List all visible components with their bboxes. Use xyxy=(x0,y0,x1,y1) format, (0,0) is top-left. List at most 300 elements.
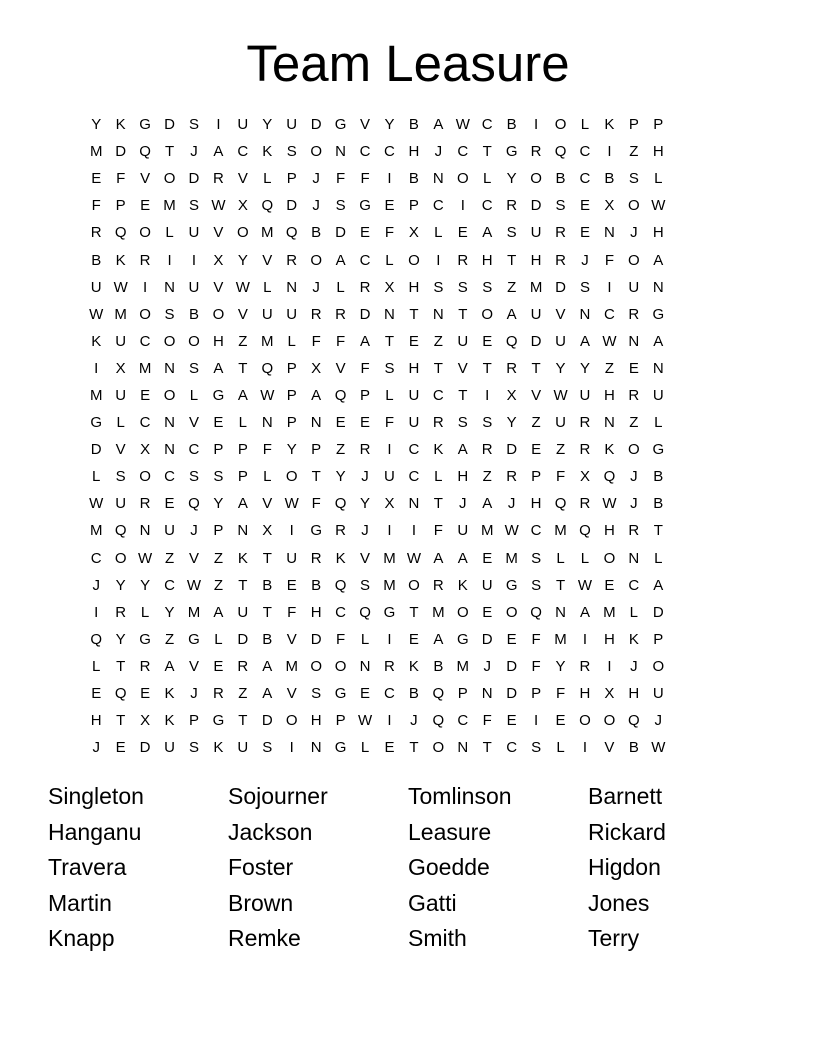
grid-letter: R xyxy=(432,414,444,432)
grid-letter: I xyxy=(411,522,416,540)
grid-letter: E xyxy=(506,712,517,730)
grid-letter: F xyxy=(384,414,395,432)
grid-letter: P xyxy=(237,441,248,459)
grid-letter: I xyxy=(94,603,99,621)
grid-letter: E xyxy=(286,576,297,594)
grid-letter: V xyxy=(531,386,542,404)
grid-letter: J xyxy=(581,251,589,269)
grid-letter: L xyxy=(483,170,492,188)
grid-letter: S xyxy=(579,278,590,296)
grid-letter: T xyxy=(458,386,468,404)
word-list-item: Smith xyxy=(408,925,467,951)
grid-letter: H xyxy=(310,603,322,621)
grid-letter: X xyxy=(115,359,126,377)
grid-letter: U xyxy=(164,739,175,757)
word-list-item: Jackson xyxy=(228,818,313,845)
grid-letter: C xyxy=(90,549,102,567)
grid-letter: U xyxy=(384,468,395,486)
grid-letter: A xyxy=(457,441,468,459)
grid-letter: H xyxy=(652,224,664,242)
grid-letter: Y xyxy=(262,116,273,134)
grid-letter: P xyxy=(360,386,371,404)
grid-letter: W xyxy=(211,197,226,215)
grid-letter: R xyxy=(359,278,371,296)
grid-letter: F xyxy=(116,170,126,188)
grid-letter: U xyxy=(188,278,200,296)
grid-row xyxy=(84,436,732,463)
grid-letter: A xyxy=(213,359,224,377)
grid-letter: C xyxy=(481,197,493,215)
grid-letter: O xyxy=(456,170,469,188)
grid-letter: A xyxy=(433,549,444,567)
grid-letter: Y xyxy=(286,441,297,459)
grid-letter: I xyxy=(436,251,441,269)
grid-letter: E xyxy=(506,630,517,648)
grid-letter: L xyxy=(654,414,663,432)
grid-letter: S xyxy=(360,576,371,594)
grid-letter: V xyxy=(262,495,273,513)
grid-letter: O xyxy=(188,332,200,350)
grid-letter: C xyxy=(335,603,347,621)
grid-letter: U xyxy=(286,116,298,134)
grid-letter: U xyxy=(237,739,249,757)
grid-letter: V xyxy=(188,414,199,432)
grid-letter: R xyxy=(506,197,518,215)
grid-letter: J xyxy=(361,468,369,486)
grid-letter: O xyxy=(628,251,640,269)
grid-letter: E xyxy=(213,414,224,432)
grid-letter: T xyxy=(116,657,126,675)
grid-letter: W xyxy=(602,495,617,513)
grid-letter: J xyxy=(312,278,320,296)
grid-letter: V xyxy=(286,630,297,648)
grid-letter: T xyxy=(384,332,395,350)
grid-row xyxy=(84,545,732,572)
grid-letter: Q xyxy=(114,224,127,242)
grid-row xyxy=(84,409,732,436)
grid-letter: T xyxy=(433,495,443,513)
grid-letter: L xyxy=(580,549,590,567)
grid-letter: M xyxy=(505,549,518,567)
grid-letter: F xyxy=(360,359,370,377)
grid-letter: S xyxy=(188,468,199,486)
grid-letter: G xyxy=(334,685,347,703)
grid-letter: D xyxy=(188,170,200,188)
word-list-item: Higdon xyxy=(588,854,661,880)
grid-letter: A xyxy=(653,251,664,269)
grid-letter: C xyxy=(603,305,615,323)
grid-letter: A xyxy=(311,386,322,404)
grid-letter: X xyxy=(237,197,248,215)
grid-letter: D xyxy=(237,630,249,648)
grid-letter: P xyxy=(531,685,542,703)
grid-letter: Q xyxy=(359,603,371,621)
grid-letter: U xyxy=(188,224,200,242)
grid-letter: D xyxy=(652,603,664,621)
grid-letter: M xyxy=(285,657,298,675)
grid-letter: G xyxy=(139,630,151,648)
grid-letter: U xyxy=(579,386,591,404)
grid-letter: C xyxy=(139,332,151,350)
grid-letter: P xyxy=(237,468,248,486)
grid-letter: U xyxy=(237,603,249,621)
grid-letter: Q xyxy=(90,630,103,648)
grid-letter: M xyxy=(383,549,396,567)
grid-letter: E xyxy=(482,549,493,567)
grid-letter: M xyxy=(432,603,445,621)
grid-letter: K xyxy=(433,441,444,459)
grid-letter: O xyxy=(163,386,176,404)
grid-letter: K xyxy=(115,251,126,269)
grid-letter: R xyxy=(139,495,151,513)
grid-letter: C xyxy=(164,468,175,486)
grid-letter: O xyxy=(237,224,249,242)
grid-letter: M xyxy=(138,359,152,377)
grid-row xyxy=(84,165,732,192)
grid-letter: E xyxy=(335,414,346,432)
grid-letter: T xyxy=(482,143,492,161)
grid-letter: C xyxy=(408,468,420,486)
grid-letter: H xyxy=(310,712,322,730)
grid-row xyxy=(84,680,732,707)
grid-letter: C xyxy=(384,143,395,161)
grid-letter: D xyxy=(506,441,518,459)
grid-letter: O xyxy=(139,305,151,323)
grid-letter: V xyxy=(140,170,151,188)
grid-letter: I xyxy=(143,278,148,296)
grid-letter: A xyxy=(360,332,371,350)
grid-letter: U xyxy=(408,414,420,432)
grid-letter: I xyxy=(460,197,465,215)
grid-letter: Q xyxy=(285,224,298,242)
grid-letter: F xyxy=(311,332,321,350)
grid-letter: D xyxy=(115,143,127,161)
grid-row xyxy=(84,463,732,490)
grid-letter: F xyxy=(531,657,541,675)
grid-letter: E xyxy=(628,359,639,377)
grid-letter: F xyxy=(262,441,272,459)
grid-letter: O xyxy=(408,576,420,594)
grid-letter: G xyxy=(310,522,322,540)
grid-letter: J xyxy=(92,576,100,594)
grid-letter: E xyxy=(213,657,224,675)
grid-letter: H xyxy=(579,685,591,703)
grid-letter: T xyxy=(262,549,272,567)
grid-letter: X xyxy=(140,441,151,459)
grid-letter: N xyxy=(359,657,371,675)
grid-letter: F xyxy=(604,251,614,269)
grid-letter: Z xyxy=(164,630,175,648)
grid-letter: B xyxy=(311,224,322,242)
grid-letter: G xyxy=(212,712,225,730)
grid-letter: O xyxy=(139,468,151,486)
grid-letter: O xyxy=(432,739,445,757)
grid-letter: C xyxy=(432,386,444,404)
word-list-item: Goedde xyxy=(408,854,490,880)
grid-letter: T xyxy=(555,576,566,594)
grid-letter: B xyxy=(311,576,322,594)
grid-letter: K xyxy=(604,441,615,459)
grid-letter: E xyxy=(360,414,371,432)
grid-letter: N xyxy=(457,739,469,757)
grid-letter: D xyxy=(506,685,518,703)
grid-letter: V xyxy=(213,224,224,242)
grid-letter: O xyxy=(310,251,322,269)
grid-letter: R xyxy=(506,468,518,486)
grid-letter: I xyxy=(289,739,294,757)
grid-letter: N xyxy=(164,359,175,377)
grid-row xyxy=(84,111,732,138)
grid-letter: F xyxy=(91,197,101,215)
grid-letter: G xyxy=(212,386,225,404)
grid-letter: H xyxy=(408,278,420,296)
grid-letter: R xyxy=(530,143,542,161)
grid-letter: W xyxy=(89,305,104,323)
grid-letter: Q xyxy=(139,143,151,161)
grid-letter: M xyxy=(554,522,567,540)
grid-row xyxy=(84,382,732,409)
grid-letter: R xyxy=(555,251,566,269)
grid-letter: V xyxy=(286,685,297,703)
grid-letter: Y xyxy=(164,603,175,621)
grid-letter: K xyxy=(604,116,615,134)
grid-letter: A xyxy=(457,549,468,567)
grid-letter: T xyxy=(116,712,126,730)
grid-letter: X xyxy=(384,495,395,513)
grid-letter: N xyxy=(164,278,175,296)
grid-letter: W xyxy=(553,386,568,404)
grid-letter: W xyxy=(284,495,299,513)
grid-letter: Q xyxy=(505,332,518,350)
grid-letter: Y xyxy=(115,630,126,648)
grid-letter: D xyxy=(530,332,542,350)
grid-letter: Q xyxy=(261,359,274,377)
grid-letter: P xyxy=(457,685,468,703)
word-list-item: Sojourner xyxy=(228,783,328,809)
grid-letter: F xyxy=(336,630,346,648)
grid-letter: S xyxy=(188,739,199,757)
grid-letter: N xyxy=(432,170,444,188)
grid-letter: U xyxy=(164,522,175,540)
grid-letter: H xyxy=(530,495,542,513)
grid-letter: W xyxy=(138,549,153,567)
grid-letter: G xyxy=(505,143,518,161)
grid-letter: D xyxy=(310,116,322,134)
grid-letter: T xyxy=(531,359,541,377)
grid-letter: I xyxy=(607,657,612,675)
grid-letter: H xyxy=(530,251,542,269)
grid-letter: N xyxy=(652,278,664,296)
word-list-item: Leasure xyxy=(408,818,492,845)
grid-letter: Q xyxy=(628,712,640,730)
word-list-item: Brown xyxy=(228,889,294,916)
grid-letter: W xyxy=(186,576,202,594)
grid-letter: K xyxy=(115,116,126,134)
grid-letter: T xyxy=(482,359,492,377)
grid-letter: E xyxy=(482,603,493,621)
grid-row xyxy=(84,734,732,761)
grid-letter: N xyxy=(432,305,444,323)
grid-letter: Y xyxy=(360,495,371,513)
grid-letter: O xyxy=(285,712,298,730)
grid-letter: S xyxy=(457,278,468,296)
grid-row xyxy=(84,490,732,517)
grid-letter: Z xyxy=(629,414,639,432)
grid-letter: N xyxy=(481,685,493,703)
grid-letter: A xyxy=(164,657,175,675)
grid-letter: R xyxy=(481,441,493,459)
grid-letter: U xyxy=(530,305,542,323)
grid-letter: T xyxy=(238,576,248,594)
grid-letter: N xyxy=(164,414,175,432)
grid-letter: P xyxy=(531,468,542,486)
grid-letter: N xyxy=(384,305,395,323)
grid-letter: Q xyxy=(554,143,567,161)
grid-letter: L xyxy=(654,170,663,188)
grid-letter: E xyxy=(384,197,395,215)
grid-letter: O xyxy=(628,197,640,215)
grid-letter: H xyxy=(408,359,420,377)
grid-letter: J xyxy=(92,739,100,757)
grid-letter: M xyxy=(261,224,274,242)
grid-letter: A xyxy=(482,224,493,242)
grid-letter: M xyxy=(163,197,176,215)
grid-letter: T xyxy=(458,305,468,323)
grid-letter: R xyxy=(139,251,151,269)
grid-letter: B xyxy=(408,170,419,188)
grid-letter: P xyxy=(311,441,322,459)
grid-letter: U xyxy=(408,386,420,404)
grid-row xyxy=(84,138,732,165)
grid-letter: O xyxy=(408,251,420,269)
grid-letter: W xyxy=(577,576,593,594)
grid-letter: F xyxy=(555,468,566,486)
grid-letter: P xyxy=(286,170,297,188)
grid-letter: N xyxy=(628,549,640,567)
grid-letter: N xyxy=(603,414,615,432)
grid-letter: V xyxy=(262,251,273,269)
grid-letter: F xyxy=(336,332,346,350)
grid-letter: M xyxy=(89,522,103,540)
grid-letter: G xyxy=(456,630,469,648)
grid-letter: P xyxy=(286,359,297,377)
grid-letter: Q xyxy=(334,386,347,404)
grid-letter: K xyxy=(164,685,175,703)
grid-letter: E xyxy=(604,576,615,594)
grid-letter: I xyxy=(485,386,490,404)
grid-letter: J xyxy=(190,685,198,703)
grid-letter: E xyxy=(408,332,419,350)
grid-letter: C xyxy=(579,143,591,161)
grid-letter: Q xyxy=(530,603,542,621)
grid-letter: O xyxy=(310,657,322,675)
grid-letter: T xyxy=(653,522,663,540)
grid-letter: Y xyxy=(213,495,224,513)
grid-letter: O xyxy=(334,657,347,675)
grid-letter: I xyxy=(387,441,392,459)
grid-letter: P xyxy=(335,712,346,730)
grid-letter: H xyxy=(603,522,615,540)
grid-letter: H xyxy=(457,468,469,486)
grid-letter: O xyxy=(163,332,176,350)
grid-letter: S xyxy=(531,576,542,594)
grid-letter: E xyxy=(555,712,566,730)
grid-letter: M xyxy=(89,386,103,404)
grid-letter: H xyxy=(652,143,664,161)
grid-letter: W xyxy=(406,549,421,567)
grid-letter: J xyxy=(630,657,638,675)
grid-letter: R xyxy=(579,414,591,432)
grid-letter: O xyxy=(456,603,469,621)
grid-letter: N xyxy=(164,441,175,459)
grid-letter: T xyxy=(311,468,321,486)
grid-letter: S xyxy=(188,359,199,377)
grid-letter: C xyxy=(359,251,371,269)
grid-letter: U xyxy=(530,224,542,242)
grid-letter: G xyxy=(139,116,151,134)
grid-letter: V xyxy=(237,170,248,188)
grid-letter: T xyxy=(164,143,175,161)
grid-letter: X xyxy=(604,685,615,703)
grid-letter: O xyxy=(530,170,542,188)
grid-letter: Z xyxy=(336,441,346,459)
grid-letter: J xyxy=(434,143,443,161)
grid-letter: A xyxy=(433,630,444,648)
grid-letter: E xyxy=(140,197,151,215)
grid-letter: L xyxy=(287,332,296,350)
grid-letter: B xyxy=(555,170,566,188)
grid-letter: I xyxy=(387,170,392,188)
word-list-item: Gatti xyxy=(408,889,457,916)
grid-letter: L xyxy=(434,468,443,486)
word-list-item: Terry xyxy=(588,925,640,951)
grid-letter: W xyxy=(651,197,666,215)
grid-letter: R xyxy=(310,549,322,567)
grid-letter: M xyxy=(529,278,543,296)
grid-letter: P xyxy=(408,197,419,215)
grid-row xyxy=(84,626,732,653)
grid-letter: R xyxy=(432,576,444,594)
grid-letter: L xyxy=(434,224,443,242)
grid-letter: L xyxy=(92,657,101,675)
grid-letter: C xyxy=(359,143,371,161)
grid-letter: G xyxy=(652,305,665,323)
grid-letter: L xyxy=(189,386,199,404)
grid-letter: X xyxy=(213,251,224,269)
grid-letter: B xyxy=(408,685,419,703)
grid-letter: H xyxy=(212,332,224,350)
grid-letter: J xyxy=(507,495,516,513)
grid-letter: G xyxy=(652,441,665,459)
word-list-item: Knapp xyxy=(48,925,115,951)
grid-letter: T xyxy=(507,251,517,269)
word-list-item: Singleton xyxy=(48,783,144,809)
grid-letter: O xyxy=(554,116,567,134)
grid-letter: V xyxy=(360,549,371,567)
grid-letter: S xyxy=(457,414,468,432)
grid-letter: U xyxy=(555,332,566,350)
grid-letter: B xyxy=(628,739,639,757)
grid-row xyxy=(84,599,732,626)
grid-letter: N xyxy=(237,522,249,540)
grid-letter: P xyxy=(115,197,126,215)
word-list-item: Rickard xyxy=(588,818,666,845)
grid-letter: K xyxy=(237,549,248,567)
grid-letter: L xyxy=(360,630,370,648)
grid-letter: M xyxy=(603,603,616,621)
grid-letter: B xyxy=(506,116,517,134)
grid-letter: F xyxy=(482,712,492,730)
